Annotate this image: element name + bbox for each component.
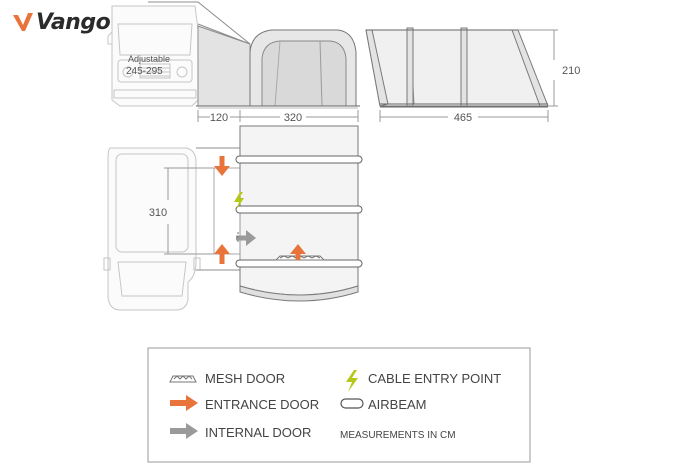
legend-entrance-door: ENTRANCE DOOR <box>205 397 320 412</box>
frame-view <box>366 28 548 107</box>
main-tent-floor <box>236 126 362 301</box>
adjustable-range: 245-295 <box>126 66 163 77</box>
legend-measurements-note: MEASUREMENTS IN CM <box>340 430 456 441</box>
dimension-main-width: 320 <box>283 112 303 124</box>
airbeam-3 <box>236 260 362 267</box>
entrance-arrow-bottom-head <box>214 244 230 254</box>
airbeam-1 <box>236 156 362 163</box>
brand-name: Vango <box>36 9 111 35</box>
legend-airbeam: AIRBEAM <box>368 397 427 412</box>
dimension-total-width: 465 <box>453 112 473 124</box>
van-top-view <box>104 148 200 310</box>
dimension-height: 210 <box>562 65 581 77</box>
legend-mesh-door: MESH DOOR <box>205 371 286 386</box>
legend-cable-entry: CABLE ENTRY POINT <box>368 371 502 386</box>
entrance-arrow-top-head <box>214 166 230 176</box>
airbeam-2 <box>236 206 362 213</box>
adjustable-label: Adjustable <box>128 54 171 64</box>
dimension-annex-width: 120 <box>209 112 229 124</box>
legend-internal-door: INTERNAL DOOR <box>205 425 312 440</box>
airbeam-capsule-icon <box>341 399 363 408</box>
dimension-depth: 310 <box>148 207 168 219</box>
